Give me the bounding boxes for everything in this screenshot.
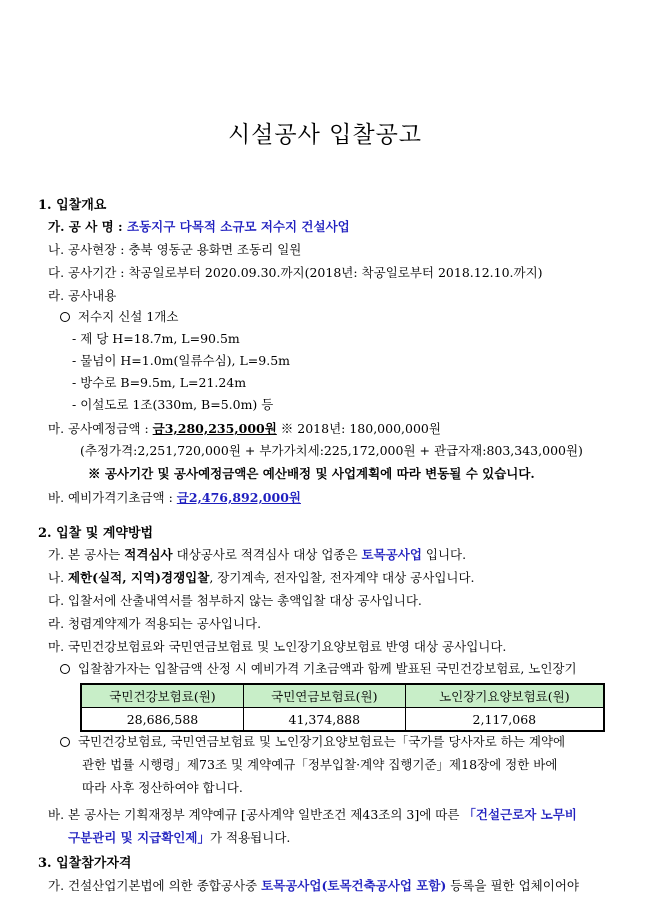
insurance-table-header [81,684,604,708]
table-cell: 28,686,588 [81,708,243,732]
circle-bullet-icon [60,312,70,322]
period-line: 다. 공사기간 : 착공일로부터 2020.09.30.까지(2018년: 착공일로부터 2018.12.10.까지) [48,265,543,280]
content-sub-1: - 제 당 H=18.7m, L=90.5m [72,331,240,346]
bid-ba-blue-2: 구분관리 및 지급확인제」 [68,830,210,845]
bid-ba-pre: 바. 본 공사는 기획재정부 계약예규 [공사계약 일반조건 제43조의 3]에 따른 [48,807,464,822]
bid-method-da: 다. 입찰서에 산출내역서를 첨부하지 않는 총액입찰 대상 공사입니다. [48,593,422,608]
bid-method-ba-1 [48,805,577,823]
circle-bullet-icon [60,664,70,674]
qualification-ga [48,876,579,894]
bid-method-ga [48,545,466,563]
base-price-label: 바. 예비가격기초금액 : [48,490,177,505]
estimated-amount-detail: (추정가격:2,251,720,000원 + 부가가치세:225,172,000원 + 관급자재:803,343,000원) [80,443,583,458]
section-2-heading: 2. 입찰 및 계약방법 [38,526,154,541]
qual-ga-post: 등록을 필한 업체이어야 [446,878,579,893]
section-1-heading: 1. 입찰개요 [38,198,107,213]
bid-na-pre: 나. [48,570,69,585]
content-bullet-text: 저수지 신설 1개소 [78,309,179,324]
estimated-amount-line [48,419,441,437]
bid-ba-blue-1: 「건설근로자 노무비 [463,807,577,822]
bid-method-ma: 마. 국민건강보험료와 국민연금보험료 및 노인장기요양보험료 반영 대상 공사입니다. [48,639,507,654]
bid-method-na [48,568,475,586]
bid-method-ba-2 [68,828,290,846]
bid-ga-blue: 토목공사업 [361,547,422,562]
project-name-value: 조동지구 다목적 소규모 저수지 건설사업 [127,219,350,234]
insurance-table [80,683,605,732]
table-header-cell: 국민건강보험료(원) [81,684,243,708]
page-title: 시설공사 입찰공고 [227,122,423,148]
base-price-line [48,488,301,506]
estimated-amount-label: 마. 공사예정금액 : [48,421,153,436]
content-line: 라. 공사내용 [48,288,117,303]
table-cell: 2,117,068 [405,708,604,732]
project-name-line [48,217,350,235]
insurance-law-1 [60,732,565,750]
insurance-note-1-text: 입찰참가자는 입찰금액 산정 시 예비가격 기초금액과 함께 발표된 국민건강보험료, 노인장기 [78,661,577,676]
insurance-law-2: 관한 법률 시행령」제73조 및 계약예규「정부입찰·계약 집행기준」제18장에 정한 바에 [82,757,558,772]
bid-na-bold: 제한(실적, 지역)경쟁입찰 [68,570,210,585]
bid-ga-bold: 적격심사 [124,547,173,562]
circle-bullet-icon [60,737,70,747]
table-row [81,708,604,732]
bid-method-ra: 라. 청렴계약제가 적용되는 공사입니다. [48,616,262,631]
section-3-heading: 3. 입찰참가자격 [38,856,132,871]
site-line: 나. 공사현장 : 충북 영동군 용화면 조동리 일원 [48,242,302,257]
estimated-amount-value: 금3,280,235,000원 [152,421,277,436]
insurance-law-1-text: 국민건강보험료, 국민연금보험료 및 노인장기요양보험료는「국가를 당사자로 하는 계약에 [78,734,566,749]
content-sub-2: - 물넘이 H=1.0m(일류수심), L=9.5m [72,353,291,368]
content-sub-3: - 방수로 B=9.5m, L=21.24m [72,375,247,390]
change-notice: ※ 공사기간 및 공사예정금액은 예산배정 및 사업계획에 따라 변동될 수 있습니다. [88,466,535,481]
content-sub-4: - 이설도로 1조(330m, B=5.0m) 등 [72,397,274,412]
qual-ga-pre: 가. 건설산업기본법에 의한 종합공사중 [48,878,262,893]
table-cell: 41,374,888 [243,708,405,732]
content-bullet [60,307,178,325]
bid-ba-post: 가 적용됩니다. [209,830,291,845]
table-header-cell: 노인장기요양보험료(원) [405,684,604,708]
table-header-cell: 국민연금보험료(원) [243,684,405,708]
project-name-label: 가. 공 사 명 : [48,219,128,234]
bid-ga-post: 입니다. [421,547,467,562]
base-price-value: 금2,476,892,000원 [176,490,301,505]
bid-na-post: , 장기계속, 전자입찰, 전자계약 대상 공사입니다. [209,570,475,585]
estimated-amount-2018: ※ 2018년: 180,000,000원 [276,421,441,436]
bid-ga-mid: 대상공사로 적격심사 대상 업종은 [172,547,362,562]
insurance-note-1 [60,659,577,677]
insurance-law-3: 따라 사후 정산하여야 합니다. [82,780,243,795]
qual-ga-blue: 토목공사업(토목건축공사업 포함) [261,878,447,893]
bid-ga-pre: 가. 본 공사는 [48,547,125,562]
